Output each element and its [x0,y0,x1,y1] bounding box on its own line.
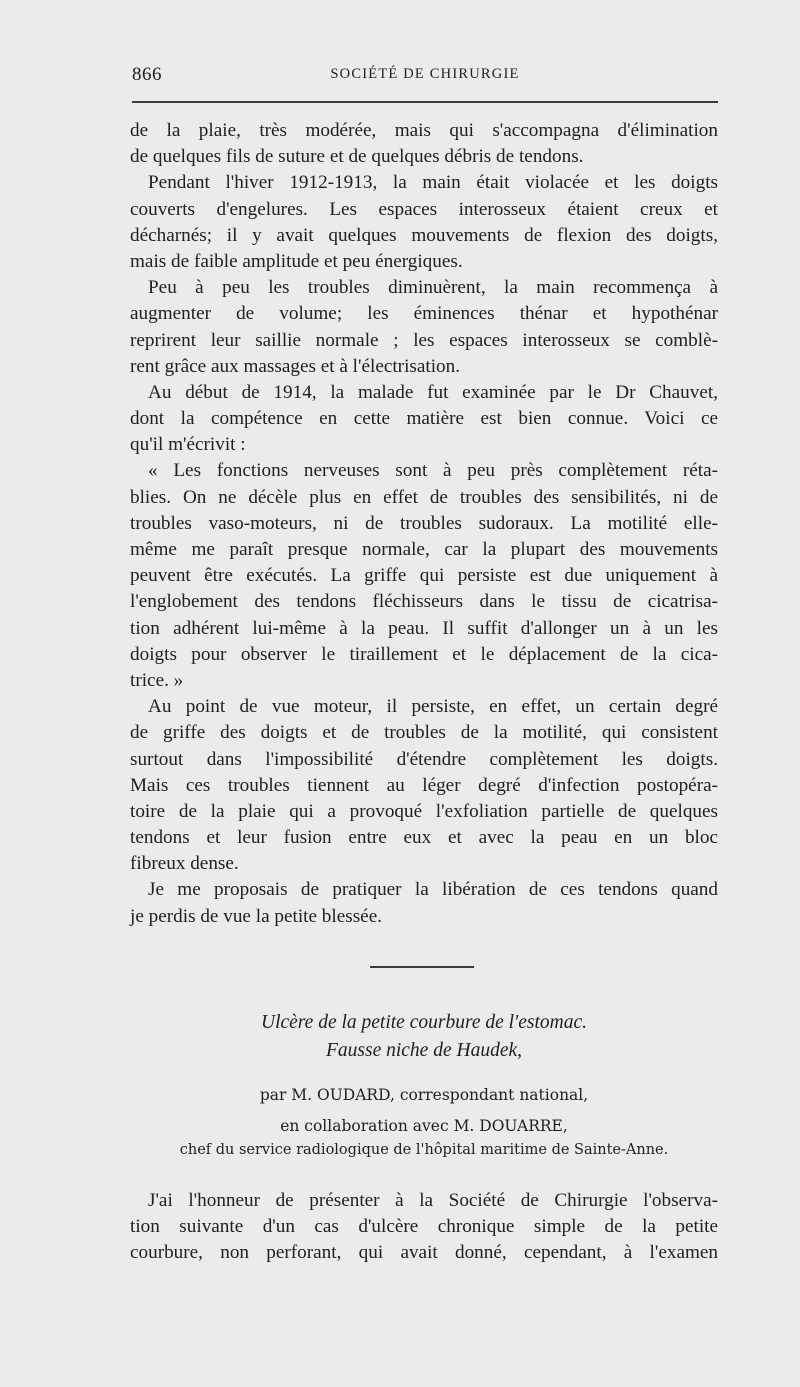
article-title: Ulcère de la petite courbure de l'estomac. [261,1012,587,1033]
author-byline: par M. OUDARD, correspondant national, [259,1086,589,1104]
text-line: mais de faible amplitude et peu énergiques. [130,250,463,272]
text-line: tion suivante d'un cas d'ulcère chronique simple de la petite [130,1216,718,1238]
text-line: trice. » [130,669,184,691]
text-line: de quelques fils de suture et de quelques débris de tendons. [130,146,584,168]
text-line: toire de la plaie qui a provoqué l'exfoliation partielle de quelques [130,800,718,822]
article-subtitle: Fausse niche de Haudek, [325,1040,523,1061]
text-line: courbure, non perforant, qui avait donné, cependant, à l'examen [130,1242,718,1264]
text-line: surtout dans l'impossibilité d'étendre complètement les doigts. [130,748,718,770]
header-rule [132,101,718,103]
text-line: tion adhérent lui-même à la peau. Il suffit d'allonger un à un les [130,617,718,639]
text-line: Mais ces troubles tiennent au léger degré d'infection postopéra- [130,774,718,796]
text-line: fibreux dense. [130,853,239,875]
text-line: Peu à peu les troubles diminuèrent, la main recommença à [148,277,718,299]
text-line: augmenter de volume; les éminences thénar et hypothénar [130,303,718,325]
text-line: je perdis de vue la petite blessée. [130,905,383,927]
text-line: qu'il m'écrivit : [130,434,246,456]
text-line: couverts d'engelures. Les espaces interosseux étaient creux et [130,198,718,220]
text-line: « Les fonctions nerveuses sont à peu près complètement réta- [148,460,718,482]
body-text-part1 [130,118,718,930]
text-line: même me paraît presque normale, car la plupart des mouvements [130,539,718,560]
text-line: rent grâce aux massages et à l'électrisation. [130,355,461,377]
text-line: blies. On ne décèle plus en effet de troubles des sensibilités, ni de [130,486,718,508]
text-line: Au point de vue moteur, il persiste, en effet, un certain degré [148,696,718,718]
coauthor-byline: en collaboration avec M. DOUARRE, [280,1117,568,1135]
text-line: Au début de 1914, la malade fut examinée par le Dr Chauvet, [148,381,718,403]
page-number: 866 [132,64,162,85]
text-line: doigts pour observer le tiraillement et le déplacement de la cica- [130,643,718,665]
text-line: dont la compétence en cette matière est bien connue. Voici ce [130,408,718,430]
text-line: J'ai l'honneur de présenter à la Société de Chirurgie l'observa- [148,1190,718,1211]
text-line: tendons et leur fusion entre eux et avec la peau en un bloc [130,827,718,849]
text-line: troubles vaso-moteurs, ni de troubles sudoraux. La motilité elle- [130,512,718,534]
text-line: l'englobement des tendons fléchisseurs dans le tissu de cicatrisa- [130,591,718,613]
running-header [132,64,718,88]
body-text-part2 [130,1188,718,1267]
text-line: peuvent être exécutés. La griffe qui persiste est due uniquement à [130,565,718,587]
journal-title: SOCIÉTÉ DE CHIRURGIE [330,66,520,82]
text-line: de la plaie, très modérée, mais qui s'accompagna d'élimination [130,120,718,141]
text-line: de griffe des doigts et de troubles de la motilité, qui consistent [130,722,718,744]
text-line: Je me proposais de pratiquer la libération de ces tendons quand [148,879,718,901]
coauthor-affiliation: chef du service radiologique de l'hôpital maritime de Sainte-Anne. [179,1142,669,1158]
text-line: reprirent leur saillie normale ; les espaces interosseux se comblè- [130,329,718,351]
text-line: décharnés; il y avait quelques mouvements de flexion des doigts, [130,224,718,246]
text-line: Pendant l'hiver 1912-1913, la main était violacée et les doigts [148,172,718,194]
section-separator [370,966,474,968]
